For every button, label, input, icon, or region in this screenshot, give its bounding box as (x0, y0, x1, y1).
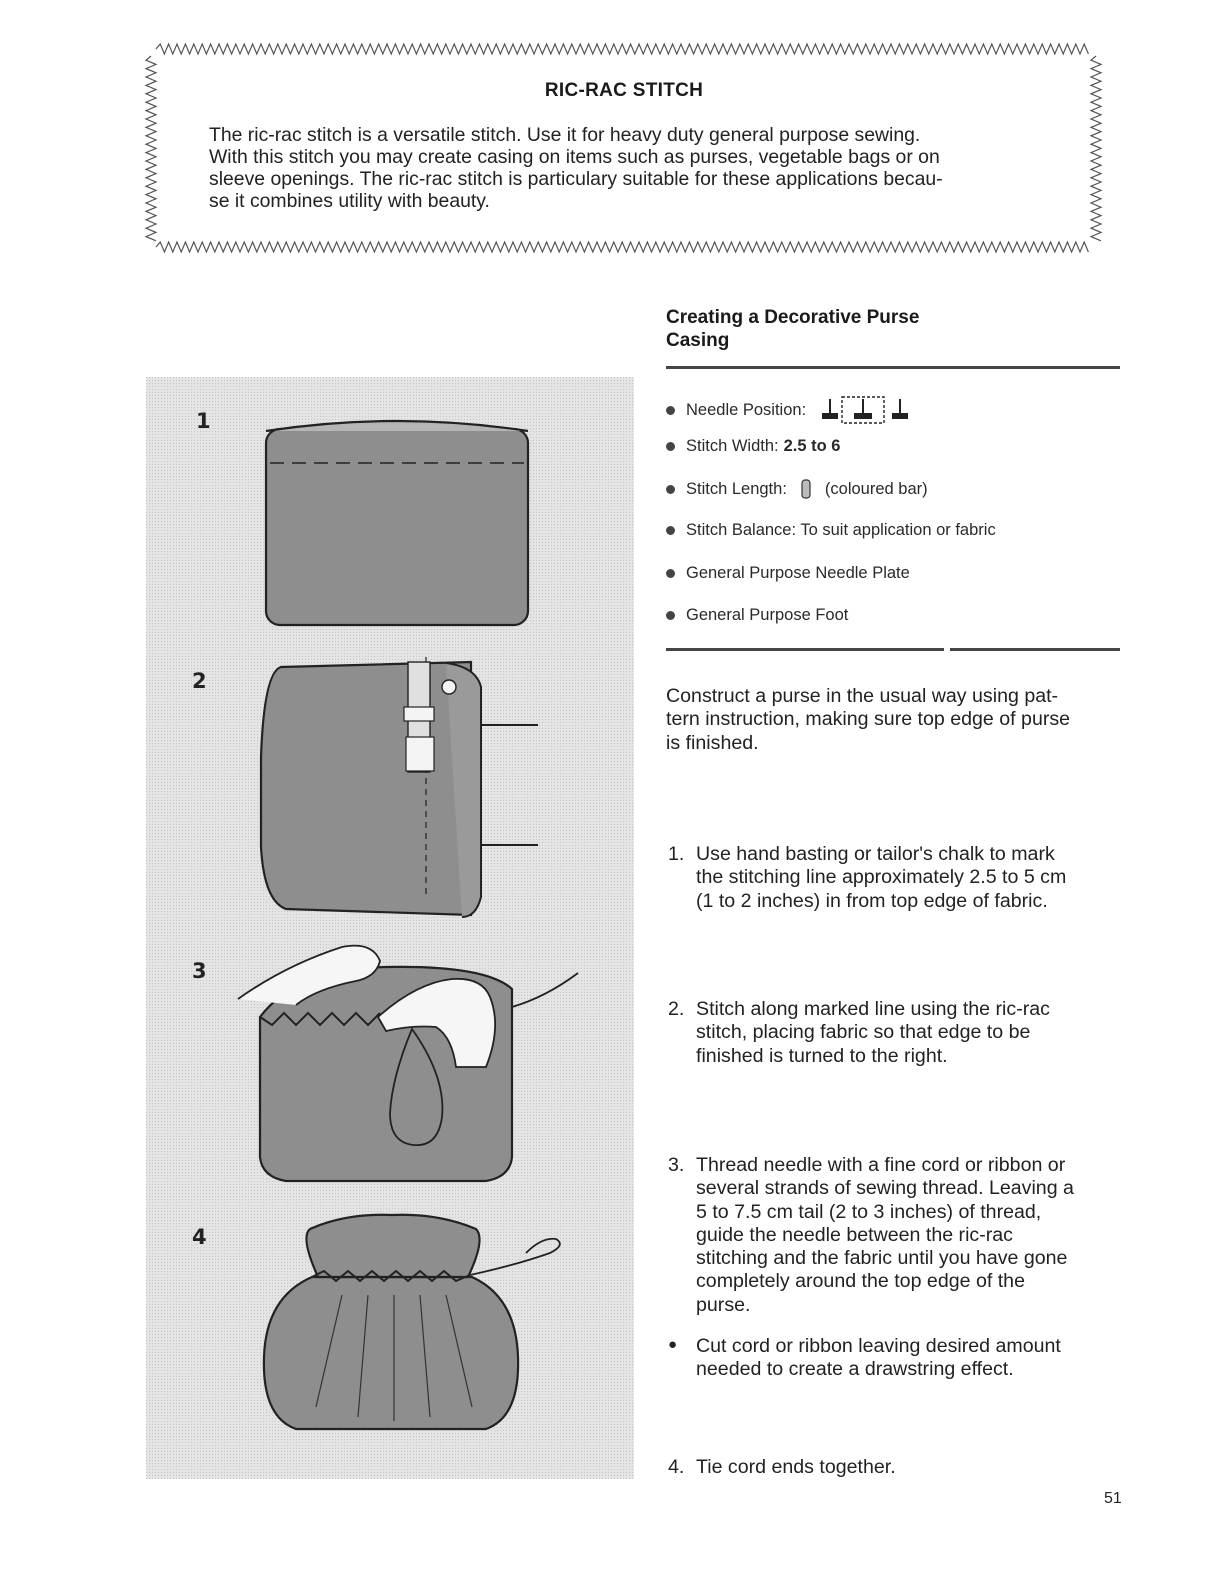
intro-line: se it combines utility with beauty. (209, 190, 490, 212)
step-line: (1 to 2 inches) in from top edge of fabric. (696, 889, 1048, 912)
stitch-length-note: (coloured bar) (824, 479, 928, 498)
coloured-bar-icon (801, 479, 811, 499)
step-4-text (696, 1456, 1122, 1479)
figure-label-4: 4 (192, 1225, 207, 1249)
intro-paragraph (209, 124, 1069, 212)
figure-label-3: 3 (192, 959, 207, 983)
figure-label-2: 2 (192, 669, 207, 693)
step-marker-4: 4. (668, 1456, 685, 1478)
step-marker-3: 3. (668, 1154, 685, 1176)
step-1-text (696, 843, 1122, 913)
section-title (666, 306, 1086, 352)
step-line: Stitch along marked line using the ric-rac (696, 998, 1050, 1020)
setting-foot (666, 606, 848, 625)
figure-1-basting (266, 421, 528, 625)
step-line: Cut cord or ribbon leaving desired amount (696, 1335, 1061, 1357)
stitch-width-value: 2.5 to 6 (783, 437, 841, 455)
setting-stitch-length (666, 479, 928, 499)
step-line: 5 to 7.5 cm tail (2 to 3 inches) of thread, (696, 1200, 1042, 1223)
paragraph-line: is finished. (666, 731, 759, 754)
bullet-icon (666, 611, 675, 620)
intro-line: sleeve openings. The ric-rac stitch is particulary suitable for these applications becau- (209, 168, 943, 190)
setting-label: Stitch Balance: To suit application or fabric (686, 521, 996, 539)
step-line: finished is turned to the right. (696, 1044, 948, 1067)
step-line: guide the needle between the ric-rac (696, 1223, 1013, 1246)
needle-position-icon (820, 395, 912, 425)
bullet-icon (666, 442, 675, 451)
step-line: several strands of sewing thread. Leaving a (696, 1177, 1074, 1200)
bullet-icon (666, 569, 675, 578)
step-line: the stitching line approximately 2.5 to 5 cm (696, 866, 1067, 889)
page-number: 51 (1104, 1490, 1122, 1507)
cut-cord-text (696, 1335, 1122, 1382)
step-line: purse. (696, 1293, 751, 1316)
section-title-line: Creating a Decorative Purse (666, 307, 920, 328)
purse-illustration-panel (146, 377, 634, 1479)
divider (666, 366, 1120, 369)
setting-stitch-width (666, 437, 840, 456)
paragraph-line: tern instruction, making sure top edge of purse (666, 708, 1071, 731)
step-line: Tie cord ends together. (696, 1456, 896, 1478)
step-bullet-icon: ● (668, 1336, 678, 1353)
paragraph-line: Construct a purse in the usual way using pat- (666, 685, 1059, 707)
step-line: completely around the top edge of the (696, 1270, 1025, 1293)
setting-stitch-balance (666, 521, 996, 540)
section-title-line: Casing (666, 330, 730, 351)
setting-label: Stitch Length: (686, 479, 787, 498)
ric-rac-border-top (156, 44, 1088, 54)
step-line: Use hand basting or tailor's chalk to mark (696, 843, 1055, 865)
step-marker-1: 1. (668, 843, 685, 865)
setting-label: Stitch Width: (686, 437, 779, 455)
ric-rac-border-bottom (156, 242, 1088, 252)
step-line: stitch, placing fabric so that edge to be (696, 1021, 1031, 1044)
bullet-icon (666, 406, 675, 415)
step-2-text (696, 998, 1122, 1068)
divider (950, 648, 1120, 651)
setting-label: General Purpose Needle Plate (686, 564, 910, 582)
intro-line: With this stitch you may create casing on items such as purses, vegetable bags or on (209, 146, 940, 168)
header-box (140, 38, 1108, 260)
step-line: Thread needle with a fine cord or ribbon or (696, 1154, 1066, 1176)
step-line: stitching and the fabric until you have gone (696, 1247, 1068, 1270)
step-marker-2: 2. (668, 998, 685, 1020)
step-3-text (696, 1154, 1122, 1317)
setting-label: General Purpose Foot (686, 606, 849, 624)
setting-needle-position (666, 395, 912, 425)
construct-paragraph (666, 685, 1122, 755)
bullet-icon (666, 485, 675, 494)
purse-illustration (146, 377, 634, 1479)
bullet-icon (666, 526, 675, 535)
step-line: needed to create a drawstring effect. (696, 1358, 1014, 1381)
intro-line: The ric-rac stitch is a versatile stitch. Use it for heavy duty general purpose sewing. (209, 124, 921, 146)
setting-label: Needle Position: (686, 400, 807, 419)
divider (666, 648, 944, 651)
page-title: RIC-RAC STITCH (544, 80, 704, 101)
figure-label-1: 1 (196, 409, 211, 433)
setting-needle-plate (666, 564, 910, 583)
